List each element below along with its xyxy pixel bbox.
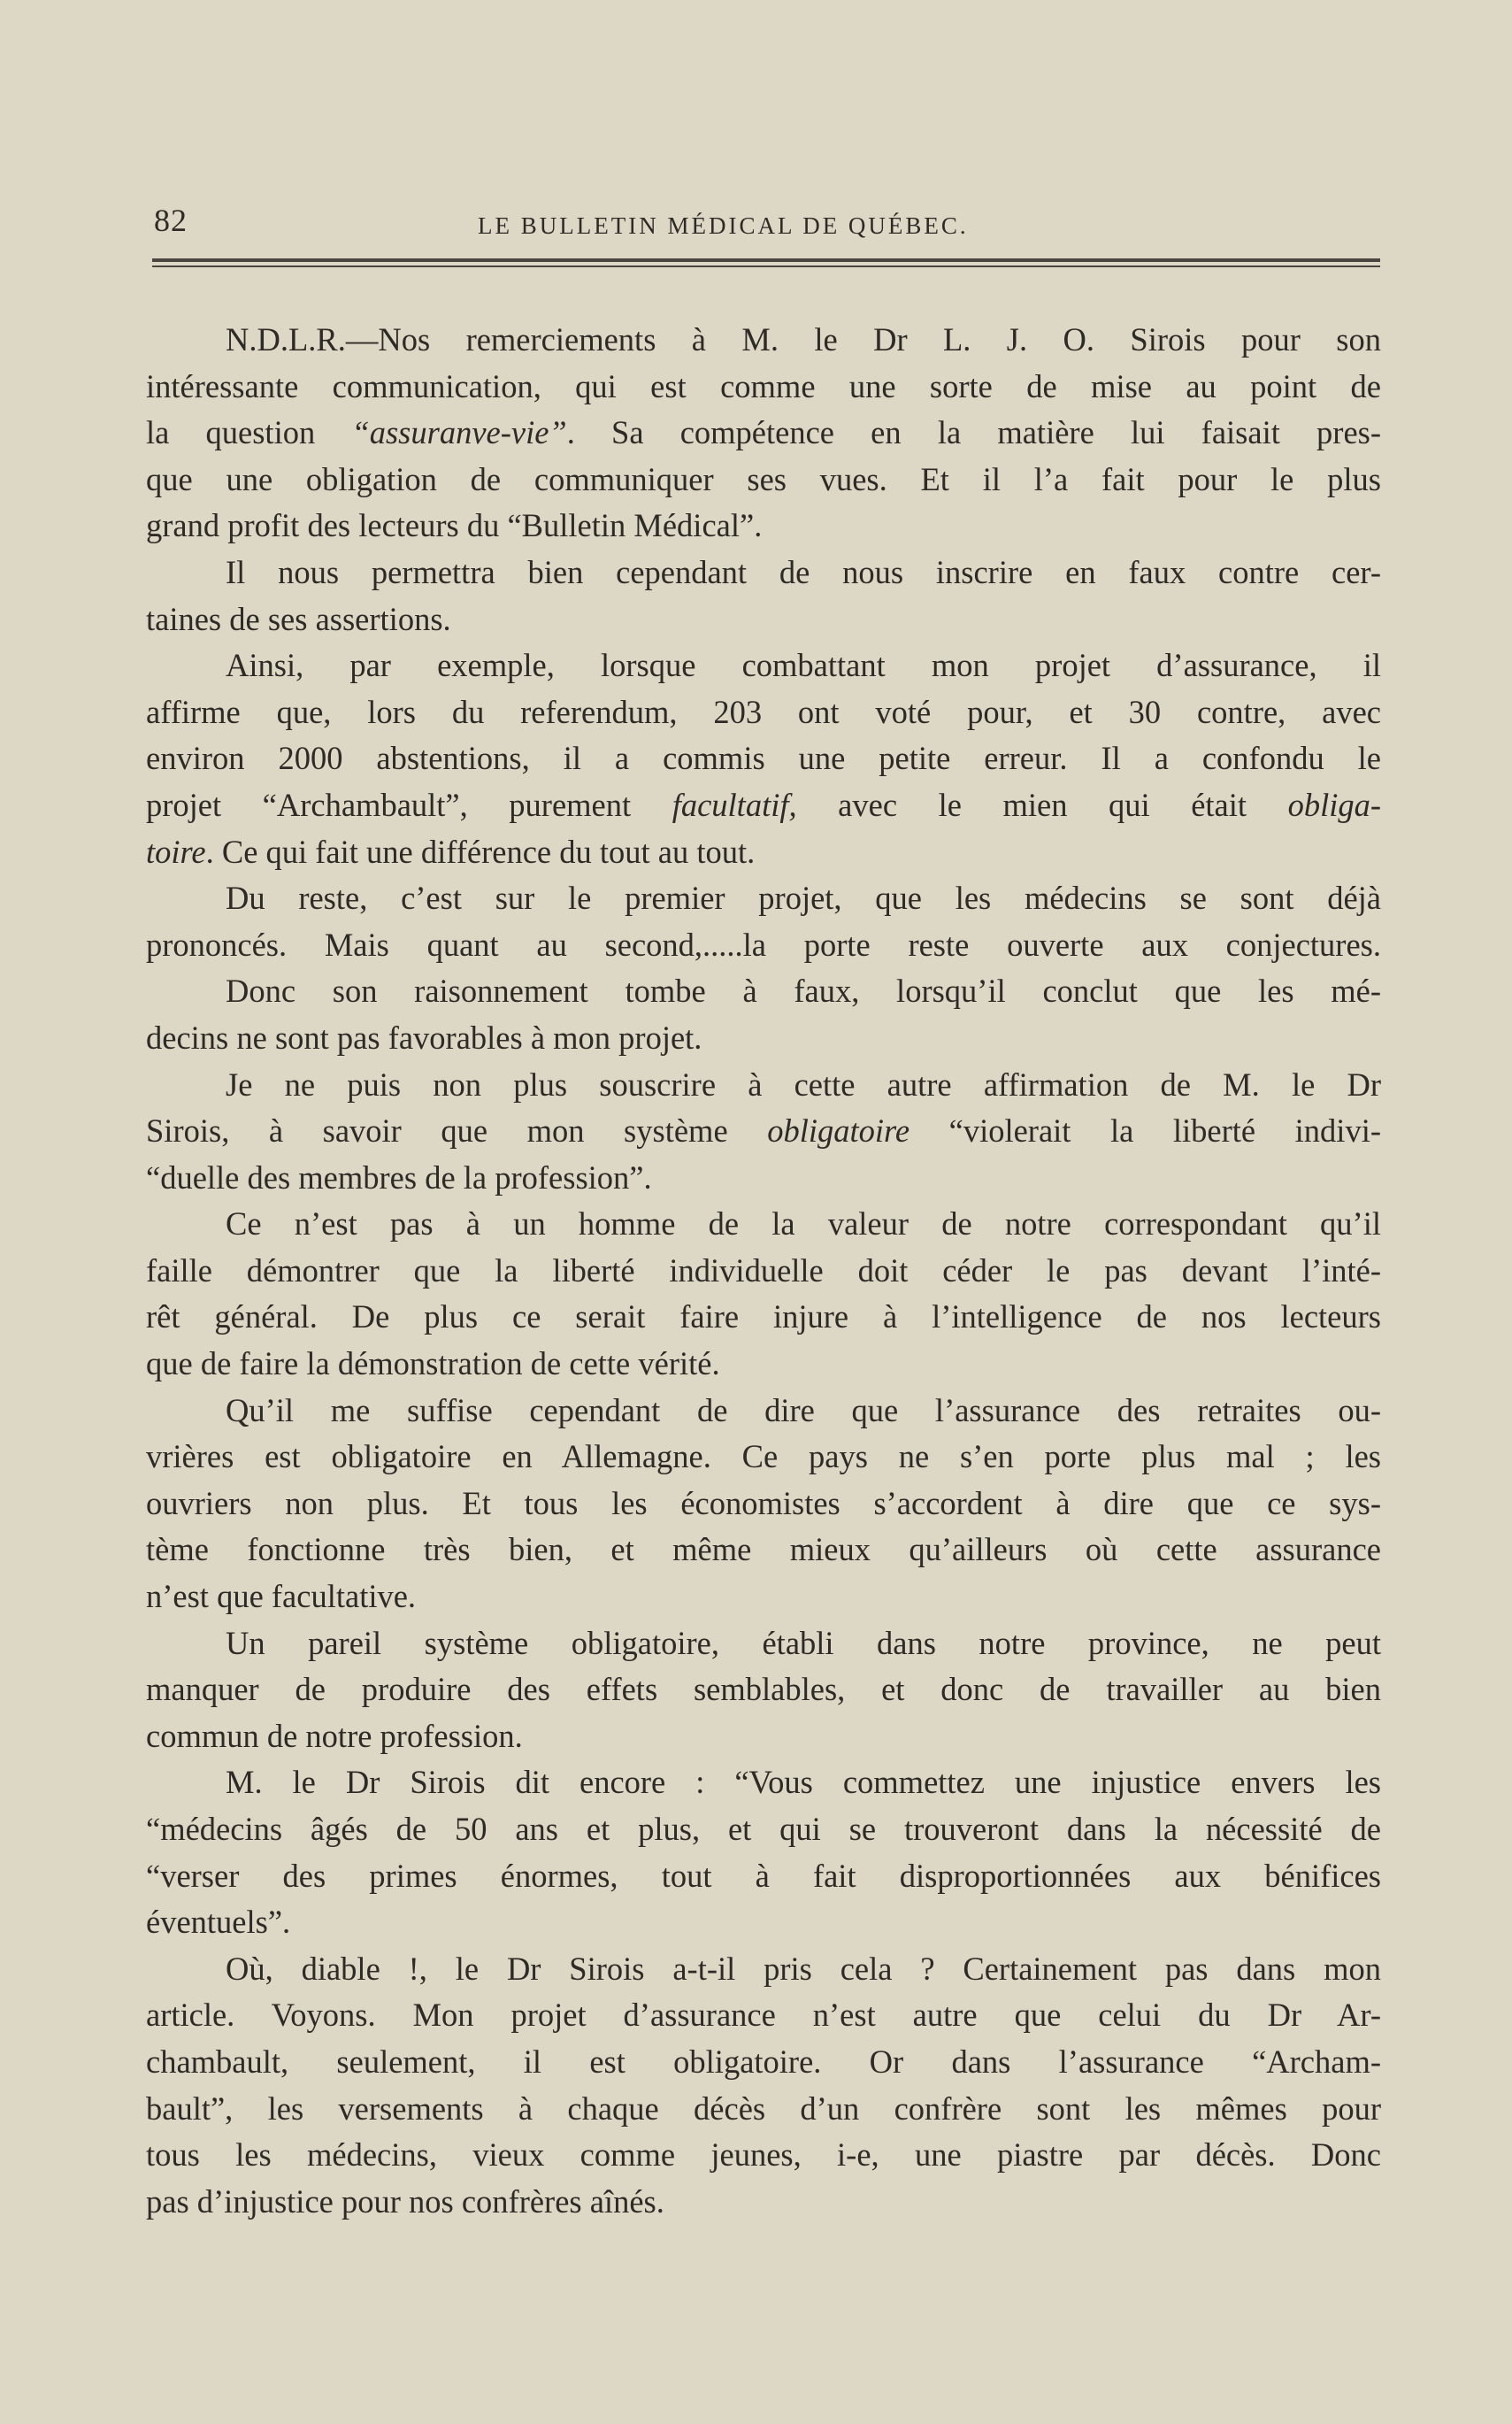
text-line — [146, 782, 1381, 829]
text-line — [146, 1062, 1381, 1109]
text-line — [146, 689, 1381, 736]
text-segment: prononcés. Mais quant au second,.....la porte reste ouverte aux conjectures. — [146, 926, 1381, 963]
text-line — [146, 1341, 1381, 1388]
text-line — [146, 550, 1381, 596]
text-segment: Ainsi, par exemple, lorsque combattant mon projet d’assurance, il — [226, 647, 1381, 684]
italic-text: toire — [146, 833, 206, 870]
text-line — [146, 1806, 1381, 1853]
text-segment: éventuels”. — [146, 1904, 291, 1941]
text-segment: Un pareil système obligatoire, établi dans notre province, ne peut — [226, 1624, 1381, 1661]
text-segment: pas d’injustice pour nos confrères aînés. — [146, 2182, 664, 2220]
text-segment: . Ce qui fait une différence du tout au tout. — [205, 833, 756, 870]
text-line — [146, 1853, 1381, 1900]
text-segment: que de faire la démonstration de cette vérité. — [146, 1345, 720, 1382]
text-line — [146, 922, 1381, 969]
text-segment: avec le mien qui était — [796, 786, 1288, 823]
text-segment: “verser des primes énormes, tout à fait disproportionnées aux bénifices — [146, 1857, 1381, 1894]
text-segment: tème fonctionne très bien, et même mieux qu’ailleurs où cette assurance — [146, 1531, 1381, 1568]
text-segment: bault”, les versements à chaque décès d’un confrère sont les mêmes pour — [146, 2089, 1381, 2127]
text-line — [146, 2132, 1381, 2179]
text-line — [146, 875, 1381, 922]
text-line — [146, 364, 1381, 411]
running-title: LE BULLETIN MÉDICAL DE QUÉBEC. — [478, 212, 969, 239]
text-segment: “violerait la liberté indivi- — [910, 1112, 1381, 1150]
text-segment: . Sa compétence en la matière lui faisait pres- — [566, 414, 1382, 451]
text-segment: decins ne sont pas favorables à mon projet. — [146, 1019, 702, 1056]
header-rule-thick — [152, 258, 1380, 262]
text-segment: n’est que facultative. — [146, 1578, 417, 1615]
text-line — [146, 643, 1381, 689]
text-line — [146, 1388, 1381, 1435]
text-line — [146, 1666, 1381, 1713]
text-segment: faille démontrer que la liberté individuelle doit céder le pas devant l’inté- — [146, 1251, 1381, 1289]
text-segment: “duelle des membres de la profession”. — [146, 1158, 652, 1196]
text-segment: Qu’il me suffise cependant de dire que l’assurance des retraites ou- — [226, 1391, 1381, 1428]
text-segment: chambault, seulement, il est obligatoire. Or dans l’assurance “Archam- — [146, 2043, 1381, 2080]
text-segment: tous les médecins, vieux comme jeunes, i-e, une piastre par décès. Donc — [146, 2136, 1381, 2174]
text-segment: Je ne puis non plus souscrire à cette autre affirmation de M. le Dr — [226, 1066, 1381, 1103]
text-segment: Il nous permettra bien cependant de nous inscrire en faux contre cer- — [226, 553, 1381, 590]
text-segment: “médecins âgés de 50 ans et plus, et qui se trouveront dans la nécessité de — [146, 1811, 1381, 1847]
text-segment: M. le Dr Sirois dit encore : “Vous commettez une injustice envers les — [226, 1764, 1381, 1801]
text-line — [146, 596, 1381, 643]
text-segment: Où, diable !, le Dr Sirois a-t-il pris cela ? Certainement pas dans mon — [226, 1950, 1381, 1987]
text-line — [146, 1527, 1381, 1574]
italic-text: obligatoire — [767, 1112, 910, 1150]
page-header — [152, 193, 1380, 246]
text-line — [146, 1294, 1381, 1341]
text-segment: environ 2000 abstentions, il a commis une petite erreur. Il a confondu le — [146, 740, 1381, 777]
text-segment: manquer de produire des effets semblables, et donc de travailler au bien — [146, 1671, 1381, 1708]
text-segment: grand profit des lecteurs du “Bulletin Médical”. — [146, 507, 763, 544]
text-line — [146, 1248, 1381, 1295]
text-line — [146, 1574, 1381, 1620]
text-segment: Donc son raisonnement tombe à faux, lorsqu’il conclut que les mé- — [226, 973, 1381, 1010]
text-segment: intéressante communication, qui est comme une sorte de mise au point de — [146, 367, 1381, 404]
text-line — [146, 1015, 1381, 1062]
text-line — [146, 410, 1381, 457]
text-segment: la question — [146, 414, 352, 451]
italic-text: “assuranve-vie” — [351, 414, 567, 451]
text-line — [146, 1713, 1381, 1760]
text-segment: Du reste, c’est sur le premier projet, que les médecins se sont déjà — [226, 880, 1381, 917]
text-line — [146, 1899, 1381, 1946]
text-line — [146, 1481, 1381, 1528]
text-line — [146, 457, 1381, 504]
text-line — [146, 968, 1381, 1015]
text-segment: projet “Archambault”, purement — [146, 786, 672, 823]
text-segment: affirme que, lors du referendum, 203 ont voté pour, et 30 contre, avec — [146, 693, 1381, 730]
text-segment: taines de ses assertions. — [146, 600, 451, 637]
text-line — [146, 503, 1381, 550]
text-segment: N.D.L.R.—Nos remerciements à M. le Dr L. J. O. Sirois pour son — [226, 321, 1381, 358]
text-line — [146, 2179, 1381, 2226]
text-segment: Ce n’est pas à un homme de la valeur de notre correspondant qu’il — [226, 1205, 1381, 1243]
text-line — [146, 1434, 1381, 1481]
text-segment: article. Voyons. Mon projet d’assurance n’est autre que celui du Dr Ar- — [146, 1997, 1381, 2034]
text-line — [146, 1620, 1381, 1667]
text-line — [146, 1992, 1381, 2039]
text-line — [146, 735, 1381, 782]
text-line — [146, 1201, 1381, 1248]
italic-text: facultatif, — [672, 786, 797, 823]
text-line — [146, 2039, 1381, 2086]
text-line — [146, 317, 1381, 364]
italic-text: obliga- — [1287, 786, 1382, 823]
header-rule-thin — [152, 265, 1380, 267]
page-number: 82 — [154, 203, 188, 238]
text-segment: vrières est obligatoire en Allemagne. Ce pays ne s’en porte plus mal ; les — [146, 1438, 1381, 1475]
text-line — [146, 1108, 1381, 1155]
text-segment: que une obligation de communiquer ses vues. Et il l’a fait pour le plus — [146, 460, 1381, 497]
text-segment: ouvriers non plus. Et tous les économistes s’accordent à dire que ce sys- — [146, 1484, 1381, 1521]
text-segment: commun de notre profession. — [146, 1717, 523, 1754]
text-line — [146, 829, 1381, 876]
text-segment: rêt général. De plus ce serait faire injure à l’intelligence de nos lecteurs — [146, 1298, 1381, 1335]
text-line — [146, 1155, 1381, 1202]
text-line — [146, 2086, 1381, 2133]
text-segment: Sirois, à savoir que mon système — [146, 1112, 768, 1150]
article-body — [146, 317, 1381, 2225]
text-line — [146, 1946, 1381, 1993]
text-line — [146, 1759, 1381, 1806]
